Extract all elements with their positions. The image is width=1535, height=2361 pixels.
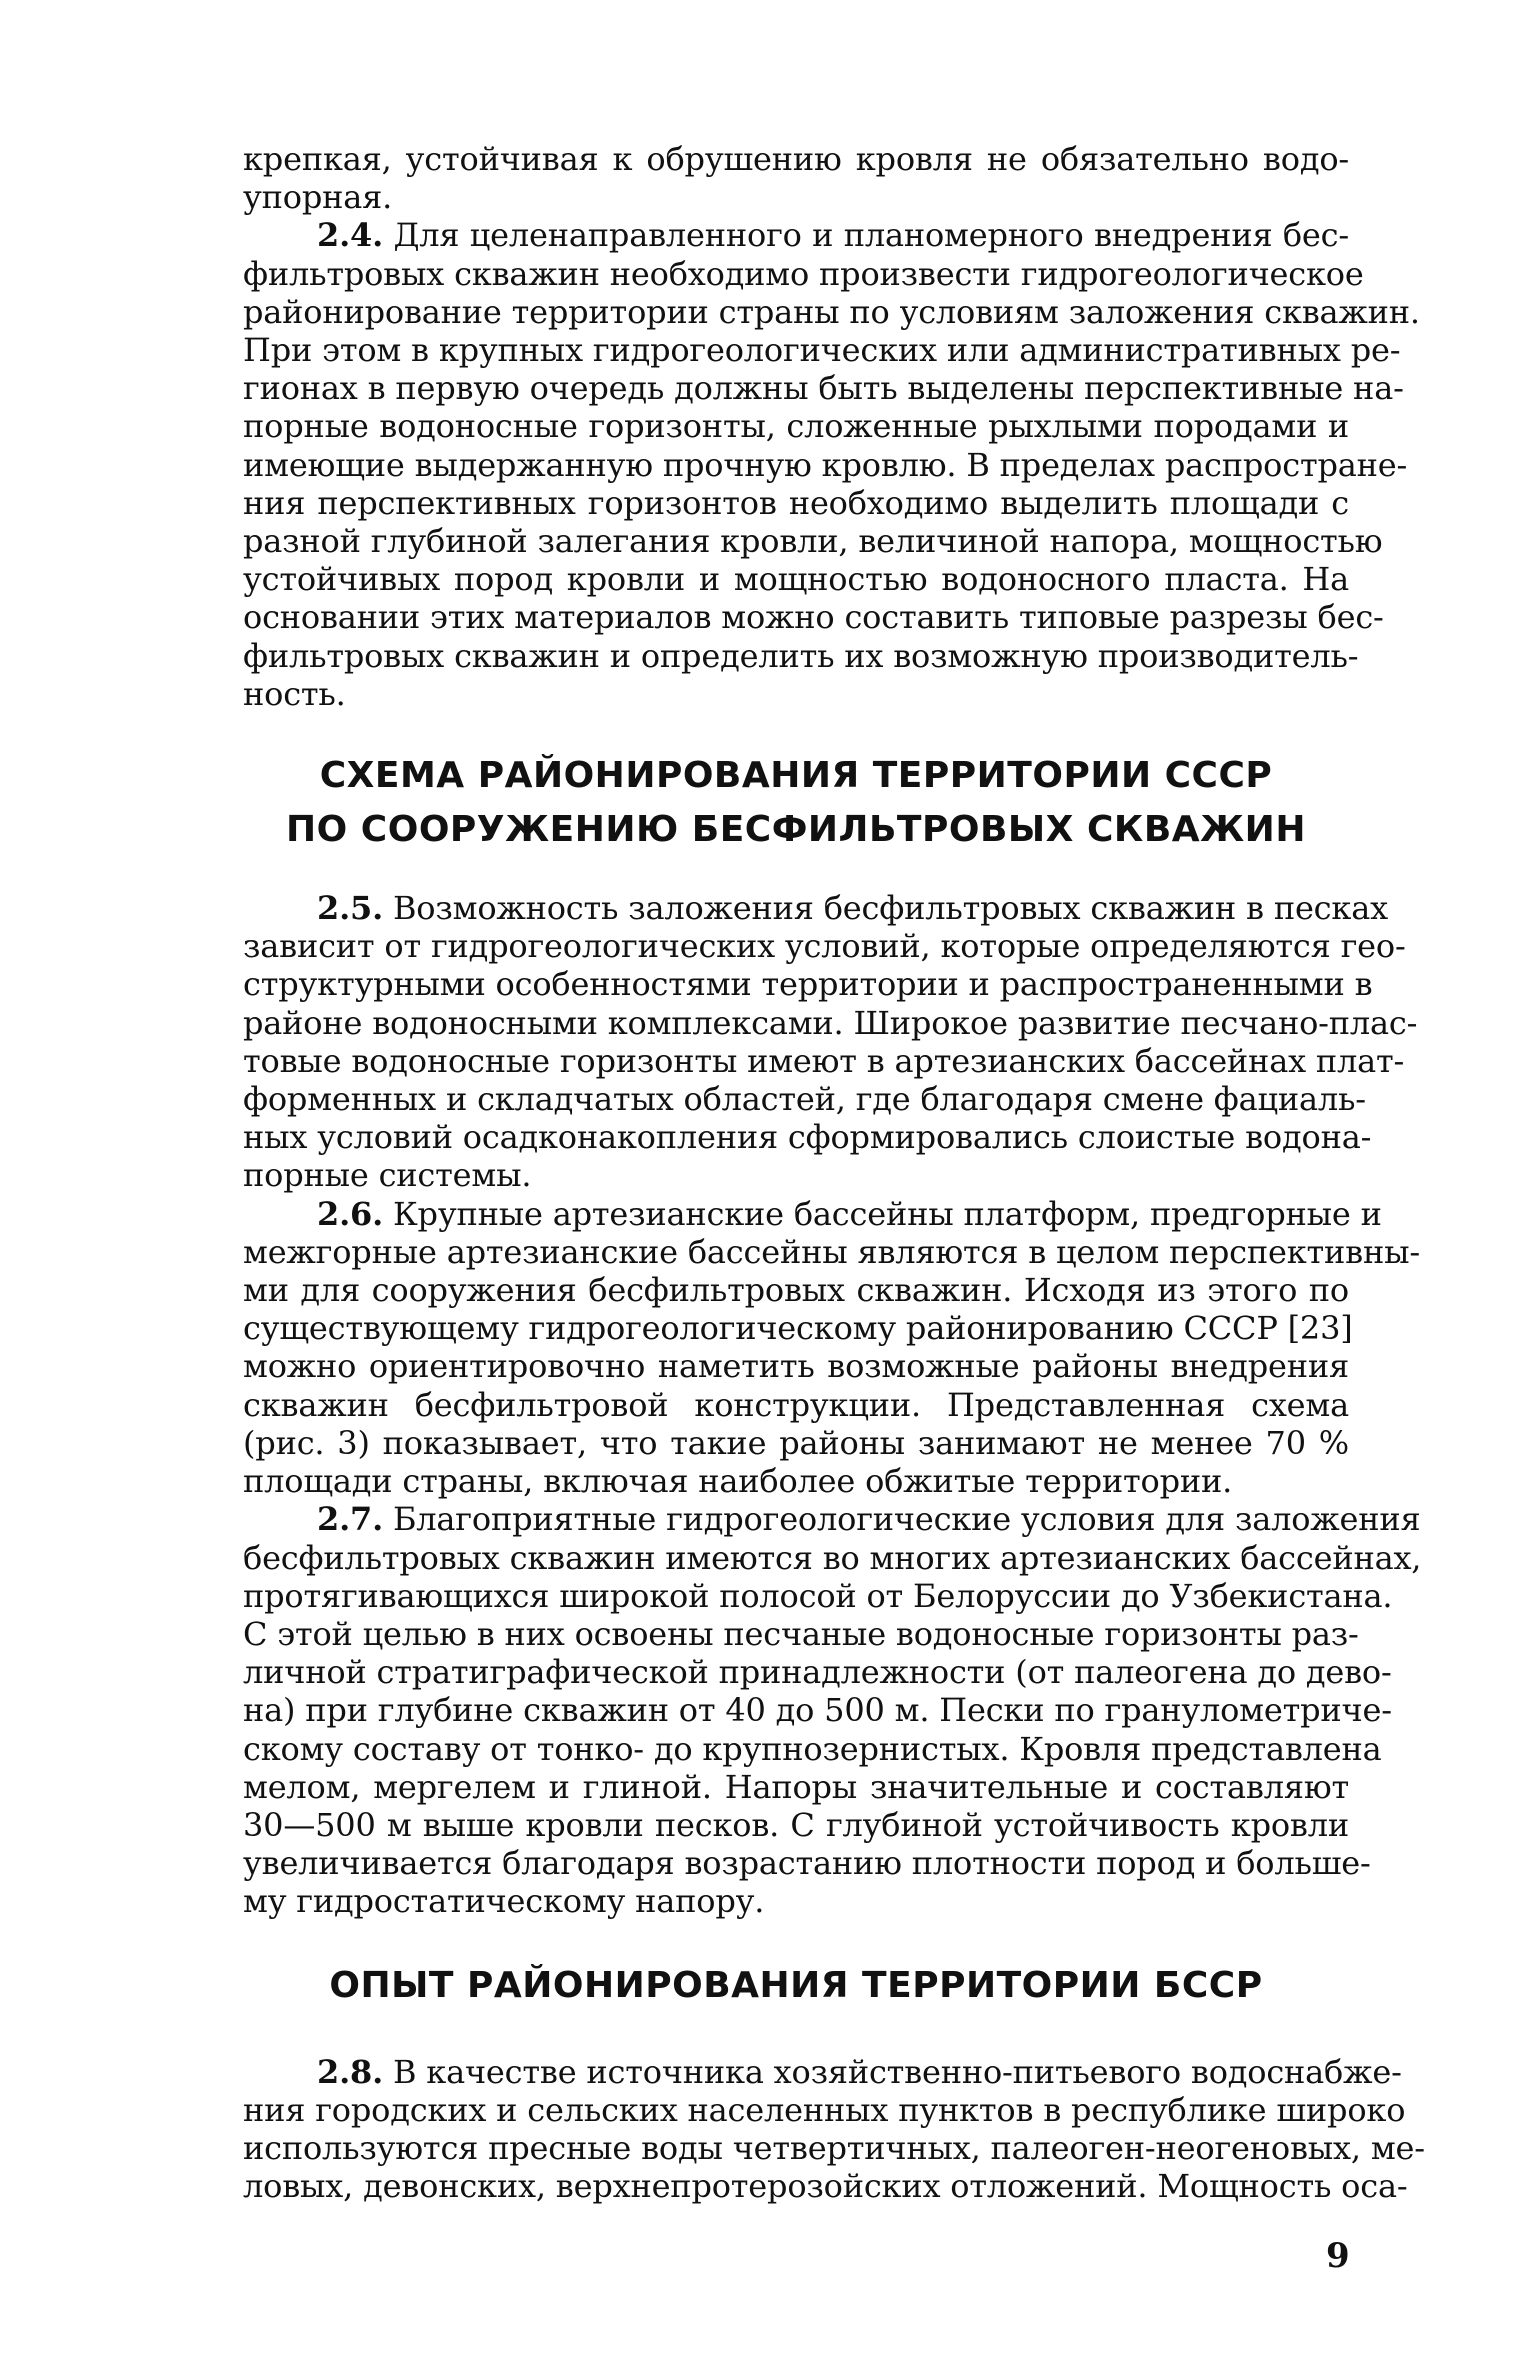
text-fragment: Для целенаправленного и планомерного внедрения бес- <box>383 216 1349 255</box>
text-line: основании этих материалов можно составить типовые разрезы бес- <box>243 598 1384 637</box>
text-line: ловых, девонских, верхнепротерозойских отложений. Мощность оса- <box>243 2167 1408 2206</box>
text-line <box>243 889 1388 928</box>
text-line: ных условий осадконакопления сформировались слоистые водона- <box>243 1118 1372 1157</box>
text-line: 30—500 м выше кровли песков. С глубиной устойчивость кровли <box>243 1805 1349 1844</box>
page-number: 9 <box>1326 2236 1350 2276</box>
text-line: крепкая, устойчивая к обрушению кровля не обязательно водо- <box>243 140 1349 178</box>
heading-line: ОПЫТ РАЙОНИРОВАНИЯ ТЕРРИТОРИИ БССР <box>329 1964 1263 2006</box>
text-line: можно ориентировочно наметить возможные районы внедрения <box>243 1347 1349 1386</box>
paragraph-2-8 <box>243 2052 1425 2206</box>
text-line: ность. <box>243 674 346 713</box>
section-number: 2.6. <box>317 1194 384 1233</box>
text-line: скому составу от тонко- до крупнозернистых. Кровля представлена <box>243 1729 1382 1768</box>
section-number: 2.4. <box>317 216 384 255</box>
text-line: товые водоносные горизонты имеют в артезианских бассейнах плат- <box>243 1041 1405 1080</box>
text-line <box>243 2052 1402 2091</box>
page-content <box>243 140 1425 2206</box>
text-line: порные водоносные горизонты, сложенные рыхлыми породами и <box>243 407 1349 446</box>
text-line: на) при глубине скважин от 40 до 500 м. Пески по гранулометриче- <box>243 1691 1392 1730</box>
text-line: гионах в первую очередь должны быть выделены перспективные на- <box>243 369 1404 408</box>
paragraph-2-7 <box>243 1500 1422 1921</box>
text-fragment: В качестве источника хозяйственно-питьевого водоснабже- <box>383 2052 1402 2091</box>
text-fragment: Крупные артезианские бассейны платформ, предгорные и <box>383 1194 1382 1233</box>
text-line: порные системы. <box>243 1156 532 1195</box>
heading-line: СХЕМА РАЙОНИРОВАНИЯ ТЕРРИТОРИИ СССР <box>319 755 1273 797</box>
intro-paragraph <box>243 140 1349 216</box>
text-line: используются пресные воды четвертичных, палеоген-неогеновых, ме- <box>243 2128 1425 2167</box>
text-line: ния городских и сельских населенных пунктов в республике широко <box>243 2090 1406 2129</box>
text-line: фильтровых скважин необходимо произвести гидрогеологическое <box>243 254 1364 293</box>
text-line: имеющие выдержанную прочную кровлю. В пределах распростране- <box>243 445 1408 484</box>
text-line: мелом, мергелем и глиной. Напоры значительные и составляют <box>243 1767 1349 1806</box>
text-line <box>243 1194 1382 1233</box>
text-line: скважин бесфильтровой конструкции. Представленная схема <box>243 1385 1349 1424</box>
section-number: 2.7. <box>317 1500 384 1539</box>
paragraph-2-4 <box>243 216 1420 713</box>
text-line <box>243 1500 1421 1539</box>
text-line: разной глубиной залегания кровли, величиной напора, мощностью <box>243 522 1383 561</box>
paragraph-2-6 <box>243 1194 1420 1501</box>
text-line: районе водоносными комплексами. Широкое развитие песчано-плас- <box>243 1003 1418 1042</box>
text-line <box>243 216 1349 254</box>
text-line: (рис. 3) показывает, что такие районы занимают не менее 70 % <box>243 1423 1349 1462</box>
text-line: устойчивых пород кровли и мощностью водоносного пласта. На <box>243 560 1349 599</box>
text-line: площади страны, включая наиболее обжитые территории. <box>243 1462 1233 1501</box>
section-heading-bssr <box>243 1959 1349 2013</box>
text-line: существующему гидрогеологическому районированию СССР [23] <box>243 1309 1353 1348</box>
text-line: фильтровых скважин и определить их возможную производитель- <box>243 636 1359 675</box>
paragraph-2-5 <box>243 889 1418 1195</box>
text-line: увеличивается благодаря возрастанию плотности пород и больше- <box>243 1844 1371 1883</box>
section-number: 2.5. <box>317 889 384 928</box>
text-fragment: Возможность заложения бесфильтровых скважин в песках <box>383 889 1388 928</box>
text-line: бесфильтровых скважин имеются во многих артезианских бассейнах, <box>243 1538 1422 1577</box>
section-number: 2.8. <box>317 2052 384 2091</box>
text-line: протягивающихся широкой полосой от Белоруссии до Узбекистана. <box>243 1576 1393 1615</box>
text-line: личной стратиграфической принадлежности (от палеогена до дево- <box>243 1653 1392 1692</box>
section-heading-scheme <box>243 749 1349 857</box>
text-line: При этом в крупных гидрогеологических или административных ре- <box>243 331 1401 370</box>
text-line: му гидростатическому напору. <box>243 1882 765 1921</box>
text-line: ми для сооружения бесфильтровых скважин. Исходя из этого по <box>243 1271 1349 1310</box>
text-line: структурными особенностями территории и распространенными в <box>243 965 1373 1004</box>
text-line: межгорные артезианские бассейны являются в целом перспективны- <box>243 1232 1420 1271</box>
text-line: ния перспективных горизонтов необходимо выделить площади с <box>243 483 1349 522</box>
text-line: зависит от гидрогеологических условий, которые определяются гео- <box>243 927 1406 966</box>
text-line: С этой целью в них освоены песчаные водоносные горизонты раз- <box>243 1614 1359 1653</box>
text-line: районирование территории страны по условиям заложения скважин. <box>243 292 1420 331</box>
heading-line: ПО СООРУЖЕНИЮ БЕСФИЛЬТРОВЫХ СКВАЖИН <box>286 809 1306 851</box>
text-fragment: Благоприятные гидрогеологические условия для заложения <box>383 1500 1421 1539</box>
text-line: форменных и складчатых областей, где благодаря смене фациаль- <box>243 1080 1366 1119</box>
text-line: упорная. <box>243 178 393 217</box>
